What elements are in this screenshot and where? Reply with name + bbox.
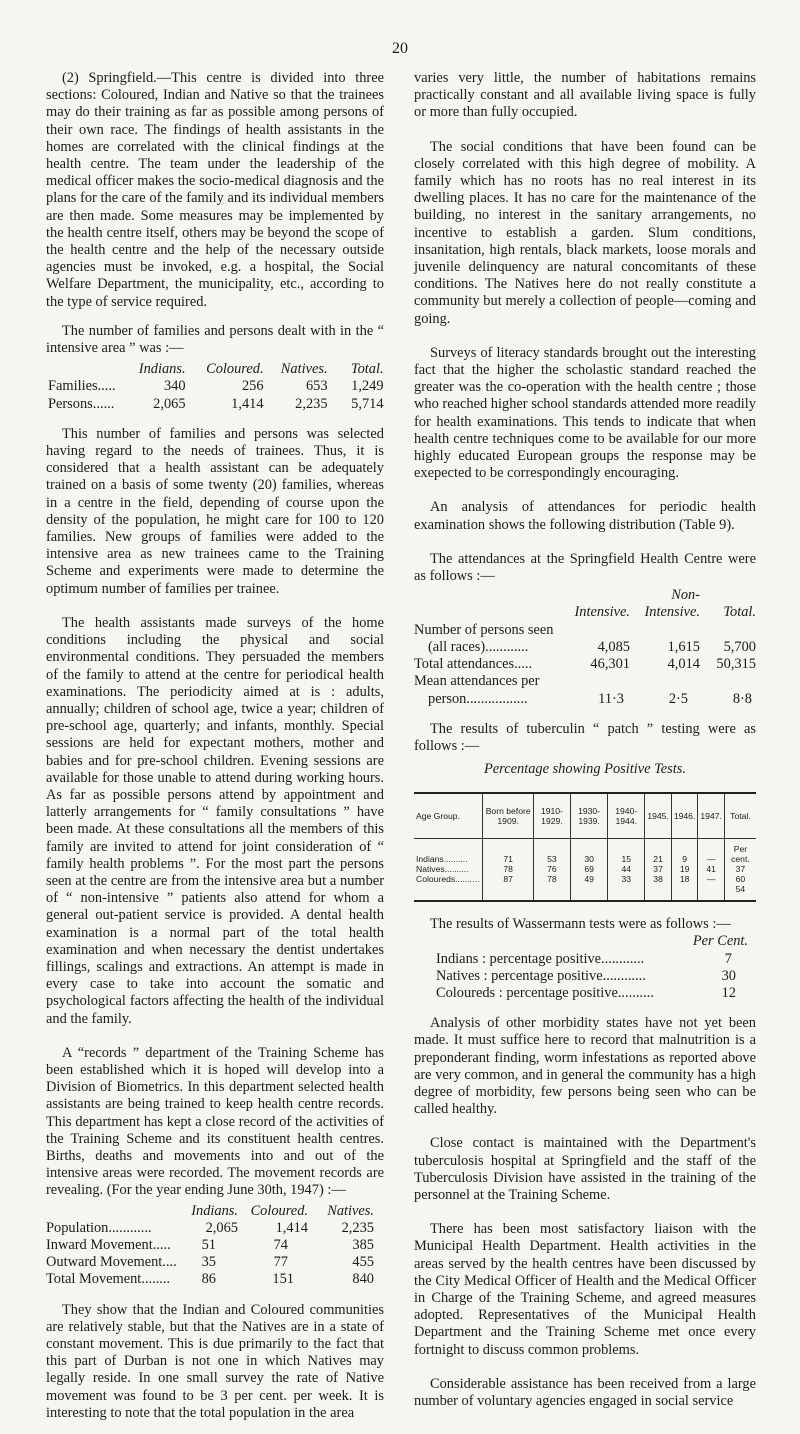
table-cell: 9 <box>682 854 687 865</box>
col-header: Non- Intensive. <box>644 587 700 621</box>
page-number: 20 <box>392 40 408 57</box>
paragraph-tuberculosis-hospital: Close contact is maintained with the Department's tuberculosis hospital at Springfield and the staff of the Tuberculosis Division have assisted in the training of the personnel at the Training Scheme. <box>414 1135 756 1203</box>
table-cell: — <box>706 854 716 865</box>
table-row: Natives : percentage positive............ 30 <box>436 967 736 984</box>
paragraph-voluntary-agencies: Considerable assistance has been received from a large number of voluntary agencies engaged in social service <box>414 1375 756 1409</box>
table-row: Outward Movement.... 35 77 455 <box>46 1254 374 1271</box>
col-header: Total. <box>724 793 756 839</box>
table-row: Families..... 340 256 653 1,249 <box>48 378 384 395</box>
paragraph-liaison: There has been most satisfactory liaison with the Municipal Health Department. Health activities in the areas served by the health centres have been discussed by the City Medical Officer of Health and the Medical Officer in Charge of the Training Scheme, and agreed measures adopted. Representatives of the Municipal Health Department and the Training Scheme met once every fortnight to discuss common problems. <box>414 1221 756 1358</box>
table-row <box>414 839 756 902</box>
table-cell: 18 <box>679 874 690 885</box>
table-cell: 87 <box>503 874 513 885</box>
col-header: Indians. <box>138 361 186 378</box>
col-header: 1945. <box>645 793 672 839</box>
paragraph-records-department: A “records ” department of the Training Scheme has been established which it is hoped will develop into a Division of Biometrics. In this department selected health assistants are being trained to keep health centre records. This department has kept a close record of the activities of the Training Scheme and its constituent health centres. Births, deaths and movements into and out of the intensive areas were recorded. The movement records are revealing. (For the year ending June 30th, 1947) :— <box>46 1044 384 1199</box>
row-label: Coloureds.......… <box>416 874 481 885</box>
paragraph-intensive-area: The number of families and persons dealt with in the “ intensive area ” was :— <box>46 322 384 357</box>
unit-label: Per Cent. <box>692 933 748 950</box>
tuberculin-table <box>414 792 756 902</box>
paragraph-tuberculin-intro: The results of tuberculin “ patch ” testing were as follows :— <box>414 720 756 754</box>
movement-table <box>46 1203 374 1289</box>
table-row: Total attendances..... 46,301 4,014 50,315 <box>414 656 756 673</box>
table-cell: 69 <box>584 864 594 875</box>
table-row: Coloureds : percentage positive.......... 12 <box>436 984 736 1001</box>
table-cell: 78 <box>503 864 513 875</box>
left-column <box>46 70 384 1434</box>
table-cell: 53 <box>547 854 557 865</box>
table-cell: 30 <box>584 854 594 865</box>
paragraph-springfield: (2) Springfield.—This centre is divided into three sections: Coloured, Indian and Native so that the trainees may do their training as far as possible among persons of their own race. The findings of health assistants in the homes are correlated with the clinical findings at the health centre. The team under the leadership of the medical officer makes the socio-medical diagnosis and the plans for the care of the family and its individual members are then made. Some measures may be implemented by the health centre itself, others may be beyond the scope of the health centre and the help of the necessary outside agencies must be invoked, e.g. a hospital, the Social Welfare Department, the municipality, etc., according to the type of service required. <box>46 70 384 310</box>
table-row: Inward Movement..... 51 74 385 <box>46 1237 374 1253</box>
table-cell: 71 <box>503 854 513 865</box>
table-cell: 33 <box>621 874 632 885</box>
table-row: Indians : percentage positive............ 7 <box>436 950 732 967</box>
col-header: Natives. <box>280 361 328 378</box>
col-header: 1947. <box>698 793 725 839</box>
table-row: Number of persons seen <box>414 621 554 638</box>
table-cell: 44 <box>621 864 632 875</box>
table-cell: 78 <box>547 874 557 885</box>
table-cell: 21 <box>653 854 663 865</box>
table-cell: 38 <box>653 874 663 885</box>
col-header: Natives. <box>327 1202 374 1219</box>
col-header: Coloured. <box>206 361 264 378</box>
table-cell: 19 <box>679 864 690 875</box>
table-row: Population............ 2,065 1,414 2,235 <box>46 1219 374 1236</box>
col-header: Age Group. <box>416 811 460 822</box>
paragraph-attendance-analysis: An analysis of attendances for periodic health examination shows the following distribution (Table 9). <box>414 499 756 533</box>
table-cell: 41 <box>706 864 716 875</box>
col-header: 1940-1944. <box>608 793 645 839</box>
paragraph-attendances-intro: The attendances at the Springfield Health Centre were as follows :— <box>414 550 756 585</box>
paragraph-home-surveys: The health assistants made surveys of the home conditions including the physical and social environmental conditions. They persuaded the members of the family to attend at the centre for periodical health examinations. The periodicity aimed at is : adults, annually; children of school age, twice a year; children of pre-school age, quarterly; and infants, monthly. Special sessions are held for expectant mothers, mother and babies and for pre-school children. Evening sessions are available for those unable to attend during working hours. As far as possible persons attend by appointment and latterly arrangements for “ family consultations ” have been made. At these consultations all the members of this family are invited to attend for joint consideration of “ family health problems ”. For the most part the persons seen at the centre are from the intensive area but a number of “ non-intensive ” patients also attend for whom a general out-patient service is provided. A dental health examination is a normal part of the total health examination and when necessary the dentist undertakes fillings, scalings and extractions. An attempt is made in every case to take into account the somatic and psychological factors affecting the health of the individual and the family. <box>46 614 384 1027</box>
paragraph-wassermann-intro: The results of Wassermann tests were as follows :— <box>430 916 731 933</box>
col-header: Indians. <box>191 1202 238 1219</box>
col-header: Intensive. <box>574 604 630 621</box>
table-cell: 49 <box>584 874 594 885</box>
table-cell: 54 <box>735 884 746 895</box>
table-row: person................. 11·3 2·5 8·8 <box>428 690 752 707</box>
paragraph-literacy: Surveys of literacy standards brought out the interesting fact that the higher the scholastic standard reached the greater was the co-operation with the health centre ; those who reached higher school standards attended more readily for health examinations. This tends to indicate that when health centre techniques come to be available for our more highly educated European groups the response may be exepected to be correspondingly encouraging. <box>414 344 756 482</box>
row-label: Natives.......... <box>416 864 469 875</box>
col-header: 1930-1939. <box>571 793 608 839</box>
col-header: Coloured. <box>250 1202 308 1219</box>
table-cell: 60 <box>735 874 746 885</box>
col-header: 1946. <box>671 793 698 839</box>
table-row: Persons...... 2,065 1,414 2,235 5,714 <box>48 395 384 412</box>
table-cell: — <box>706 874 716 885</box>
paragraph-stability: They show that the Indian and Coloured communities are relatively stable, but that the Natives are in a state of constant movement. This is due primarily to the fact that this part of Durban is not one in which Natives may legally reside. In one small survey the rate of Native movement was found to be 3 per cent. per week. It is interesting to note that the total population in the area <box>46 1301 384 1421</box>
table-cell: 76 <box>547 864 557 875</box>
table-row: Mean attendances per <box>414 673 540 690</box>
wassermann-table <box>436 933 748 1002</box>
families-persons-table <box>48 361 384 413</box>
unit-label: Per cent. <box>731 844 750 865</box>
table-cell: 37 <box>653 864 663 875</box>
col-header: Total. <box>350 361 384 378</box>
table-caption: Percentage showing Positive Tests. <box>484 761 686 778</box>
col-header: 1910-1929. <box>533 793 570 839</box>
table-row: (all races)............ 4,085 1,615 5,700 <box>428 638 756 655</box>
table-cell: 15 <box>621 854 632 865</box>
table-row: Total Movement........ 86 151 840 <box>46 1271 374 1288</box>
table-cell: 37 <box>735 864 746 875</box>
col-header: Total. <box>723 604 756 621</box>
paragraph-trainee-families: This number of families and persons was selected having regard to the needs of trainees. Thus, it is considered that a health assistant can be adequately trained on a basis of some twenty (20) families, whereas in a centre in the field, depending of course upon the density of the population, he might care for 100 to 120 families. New groups of families were added to the intensive area as new trainees came to the Training Scheme and experiments were made to determine the optimum number of families per trainee. <box>46 425 384 597</box>
attendance-table <box>414 587 756 707</box>
right-column <box>414 70 756 1422</box>
col-header: Born before 1909. <box>483 793 533 839</box>
paragraph-social-conditions: The social conditions that have been found can be closely correlated with this high degree of mobility. A family which has no roots has no real interest in its dwelling places. It has no care for the maintenance of the building, no interest in the sanitary arrangements, no incentive to establish a garden. Slum conditions, insanitation, high rentals, black markets, loose morals and juvenile delinquency are natural concomitants of these conditions. The Natives here do not really constitute a community but merely a collection of people—coming and going. <box>414 138 756 327</box>
paragraph-morbidity: Analysis of other morbidity states have not yet been made. It must suffice here to record that malnutrition is a preponderant finding, worm infestations as reported above are very common, and in general the community has a high degree of morbidity, few persons being seen who can be called healthy. <box>414 1015 756 1118</box>
row-label: Indians.......... <box>416 854 468 865</box>
paragraph-habitations: varies very little, the number of habitations remains practically constant and all available living space is fully or more than fully occupied. <box>414 70 756 121</box>
